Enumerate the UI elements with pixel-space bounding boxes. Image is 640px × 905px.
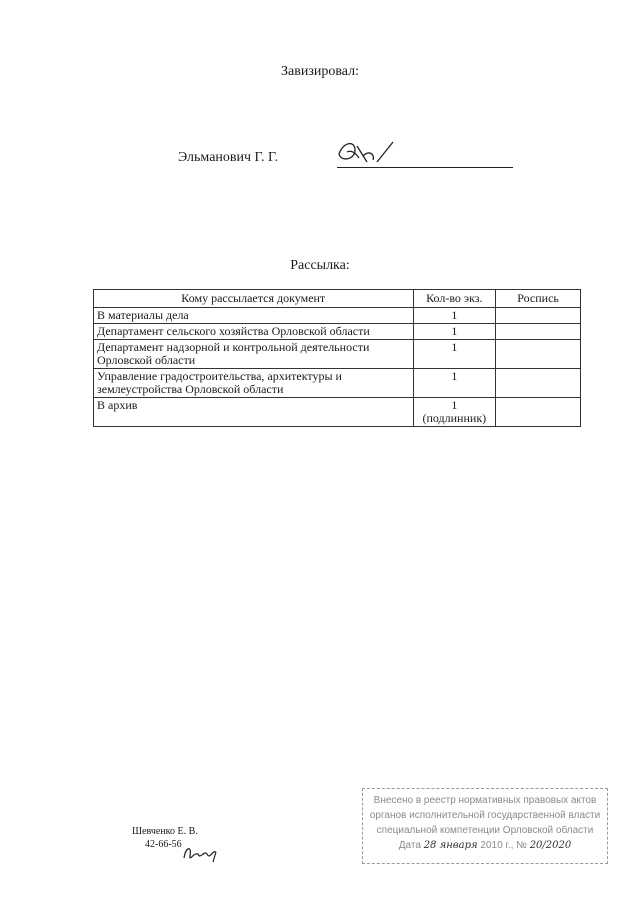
stamp-date-value: 28 января: [423, 840, 478, 851]
header-copies: Кол-во экз.: [413, 290, 496, 308]
stamp-number-value: 20/2020: [529, 840, 572, 851]
visa-signature-line: [337, 167, 513, 168]
row-signature: [496, 340, 581, 369]
table-row: [94, 324, 581, 340]
row-signature: [496, 369, 581, 398]
row-copies-note: (подлинник): [422, 411, 487, 425]
table-row: [94, 398, 581, 427]
registry-stamp: [362, 788, 608, 864]
row-copies-cell: [413, 398, 496, 427]
stamp-line-2: органов исполнительной государственной власти: [369, 810, 601, 821]
stamp-year-label: 2010 г., №: [480, 840, 527, 851]
stamp-line-1: Внесено в реестр нормативных правовых актов: [373, 795, 597, 806]
row-recipient: В материалы дела: [94, 308, 414, 324]
stamp-line-3: специальной компетенции Орловской области: [376, 825, 594, 836]
table-row: [94, 369, 581, 398]
row-copies: 1: [413, 340, 496, 369]
row-copies: 1: [413, 308, 496, 324]
visa-heading: Завизировал:: [281, 64, 359, 79]
header-signature: Роспись: [496, 290, 581, 308]
row-copies: 1: [413, 369, 496, 398]
row-recipient: Департамент сельского хозяйства Орловской области: [94, 324, 414, 340]
row-recipient: Департамент надзорной и контрольной деятельности Орловской области: [94, 340, 414, 369]
table-row: [94, 308, 581, 324]
executor-signature: [180, 838, 222, 864]
stamp-date-row: [363, 838, 607, 853]
header-recipient: Кому рассылается документ: [94, 290, 414, 308]
row-signature: [496, 308, 581, 324]
stamp-date-prefix: Дата: [398, 840, 421, 851]
visa-signer-name: Эльманович Г. Г.: [178, 150, 279, 165]
distribution-heading: Рассылка:: [290, 258, 350, 273]
row-signature: [496, 324, 581, 340]
row-recipient: В архив: [94, 398, 414, 427]
executor-name: Шевченко Е. В.: [132, 826, 198, 837]
row-recipient: Управление градостроительства, архитектуры и землеустройства Орловской области: [94, 369, 414, 398]
row-signature: [496, 398, 581, 427]
row-copies: 1: [451, 398, 458, 412]
distribution-table: [93, 289, 581, 427]
executor-phone: 42-66-56: [145, 839, 182, 850]
table-row: [94, 340, 581, 369]
table-header-row: [94, 290, 581, 308]
row-copies: 1: [413, 324, 496, 340]
